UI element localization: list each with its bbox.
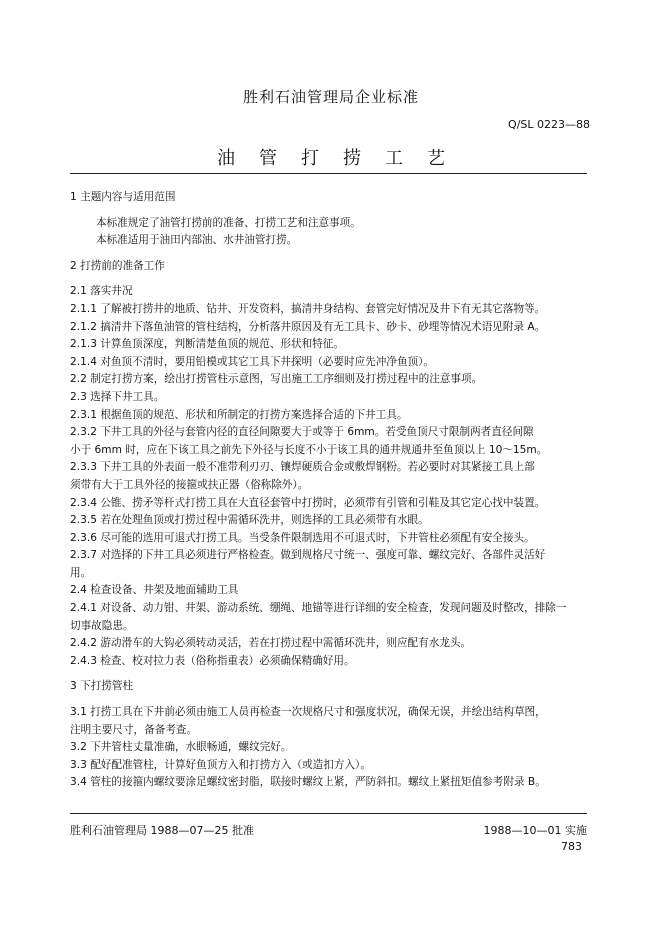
paragraph-line: 3.1 打捞工具在下井前必须由施工人员再检查一次规格尺寸和强度状况，确保无误，并绘出结构草图， (70, 706, 546, 719)
paragraph-line: 2.2 制定打捞方案，绘出打捞管柱示意图，写出施工工序细则及打捞过程中的注意事项。 (70, 373, 483, 386)
section-heading: 3 下打捞管柱 (70, 680, 134, 693)
paragraph-line: 2.1.3 计算鱼顶深度，判断清楚鱼顶的规范、形状和特征。 (70, 338, 344, 351)
paragraph-line: 2.1 落实井况 (70, 285, 133, 298)
paragraph-line: 3.3 配好配准管柱，计算好鱼顶方入和打捞方入（或造扣方入）。 (70, 758, 371, 771)
paragraph-line: 本标准规定了油管打捞前的准备、打捞工艺和注意事项。 (96, 216, 361, 229)
paragraph-line: 3.4 管柱的接箍内螺纹要涂足螺纹密封脂，联接时螺纹上紧，严防斜扣。螺纹上紧扭矩值参考附录 B。 (70, 776, 546, 789)
paragraph-line: 小于 6mm 时，应在下该工具之前先下外径与长度不小于该工具的通井规通井至鱼顶以上 10～15m。 (70, 443, 548, 456)
approval-date: 胜利石油管理局 1988—07—25 批准 (70, 824, 254, 837)
paragraph-line: 2.4.1 对设备、动力钳、井架、游动系统、绷绳、地锚等进行详细的安全检查，发现问题及时整改，排除一 (70, 602, 567, 615)
paragraph-line: 2.3.1 根据鱼顶的规范、形状和所制定的打捞方案选择合适的下井工具。 (70, 408, 408, 421)
paragraph-line: 2.1.4 对鱼顶不清时，要用铅模或其它工具下井探明（必要时应先冲净鱼顶）。 (70, 355, 435, 368)
paragraph-line: 须带有大于工具外径的接箍或扶正器（俗称除外）。 (70, 478, 309, 491)
paragraph-line: 3.2 下井管柱丈量准确，水眼畅通，螺纹完好。 (70, 741, 292, 754)
document-title: 油管打捞工艺 (217, 148, 469, 169)
paragraph-line: 切事故隐患。 (70, 619, 134, 632)
document-body (70, 189, 590, 792)
paragraph-line: 2.3.6 尽可能的选用可退式打捞工具。当受条件限制选用不可退式时，下井管柱必须配有安全接头。 (70, 531, 535, 544)
paragraph-line: 2.3.5 若在处理鱼顶或打捞过程中需循环洗井，则选择的工具必须带有水眼。 (70, 514, 429, 527)
paragraph-line: 2.3 选择下井工具。 (70, 390, 165, 403)
paragraph-line: 2.4.3 检查、校对拉力表（俗称指重表）必须确保精确好用。 (70, 654, 355, 667)
header-divider (70, 173, 587, 174)
effective-date: 1988—10—01 实施 (483, 824, 587, 837)
paragraph-line: 2.3.4 公锥、捞矛等杆式打捞工具在大直径套管中打捞时，必须带有引管和引鞋及其它定心找中装置。 (70, 496, 546, 509)
section-heading: 1 主题内容与适用范围 (70, 191, 176, 203)
paragraph-line: 2.3.7 对选择的下井工具必须进行严格检查。做到规格尺寸统一、强度可靠、螺纹完好、各部件灵活好 (70, 549, 546, 562)
page-number: 783 (561, 840, 582, 853)
paragraph-line: 本标准适用于油田内部油、水井油管打捞。 (96, 234, 298, 247)
standard-code: Q/SL 0223—88 (508, 118, 590, 131)
paragraph-line: 2.1.1 了解被打捞井的地质、钻井、开发资料，搞清井身结构、套管完好情况及井下有无其它落物等。 (70, 302, 546, 315)
organization-standard-heading: 胜利石油管理局企业标准 (242, 88, 419, 106)
paragraph-line: 注明主要尺寸，备备考查。 (70, 723, 198, 736)
footer-divider (70, 813, 587, 814)
paragraph-line: 2.4.2 游动滑车的大钩必须转动灵活，若在打捞过程中需循环洗井，则应配有水龙头。 (70, 637, 472, 650)
paragraph-line: 2.3.3 下井工具的外表面一般不准带利刃刃、镶焊硬质合金或敷焊钢粉。若必要时对其紧接工具上部 (70, 461, 535, 474)
paragraph-line: 2.1.2 搞清井下落鱼油管的管柱结构，分析落井原因及有无工具卡、砂卡、砂埋等情况术语见附录 A。 (70, 320, 546, 333)
paragraph-line: 用。 (70, 566, 92, 579)
paragraph-line: 2.4 检查设备、井架及地面辅助工具 (70, 584, 239, 597)
section-heading: 2 打捞前的准备工作 (70, 259, 165, 272)
paragraph-line: 2.3.2 下井工具的外径与套管内径的直径间隙要大于或等于 6mm。若受鱼顶尺寸限制两者直径间隙 (70, 426, 534, 439)
